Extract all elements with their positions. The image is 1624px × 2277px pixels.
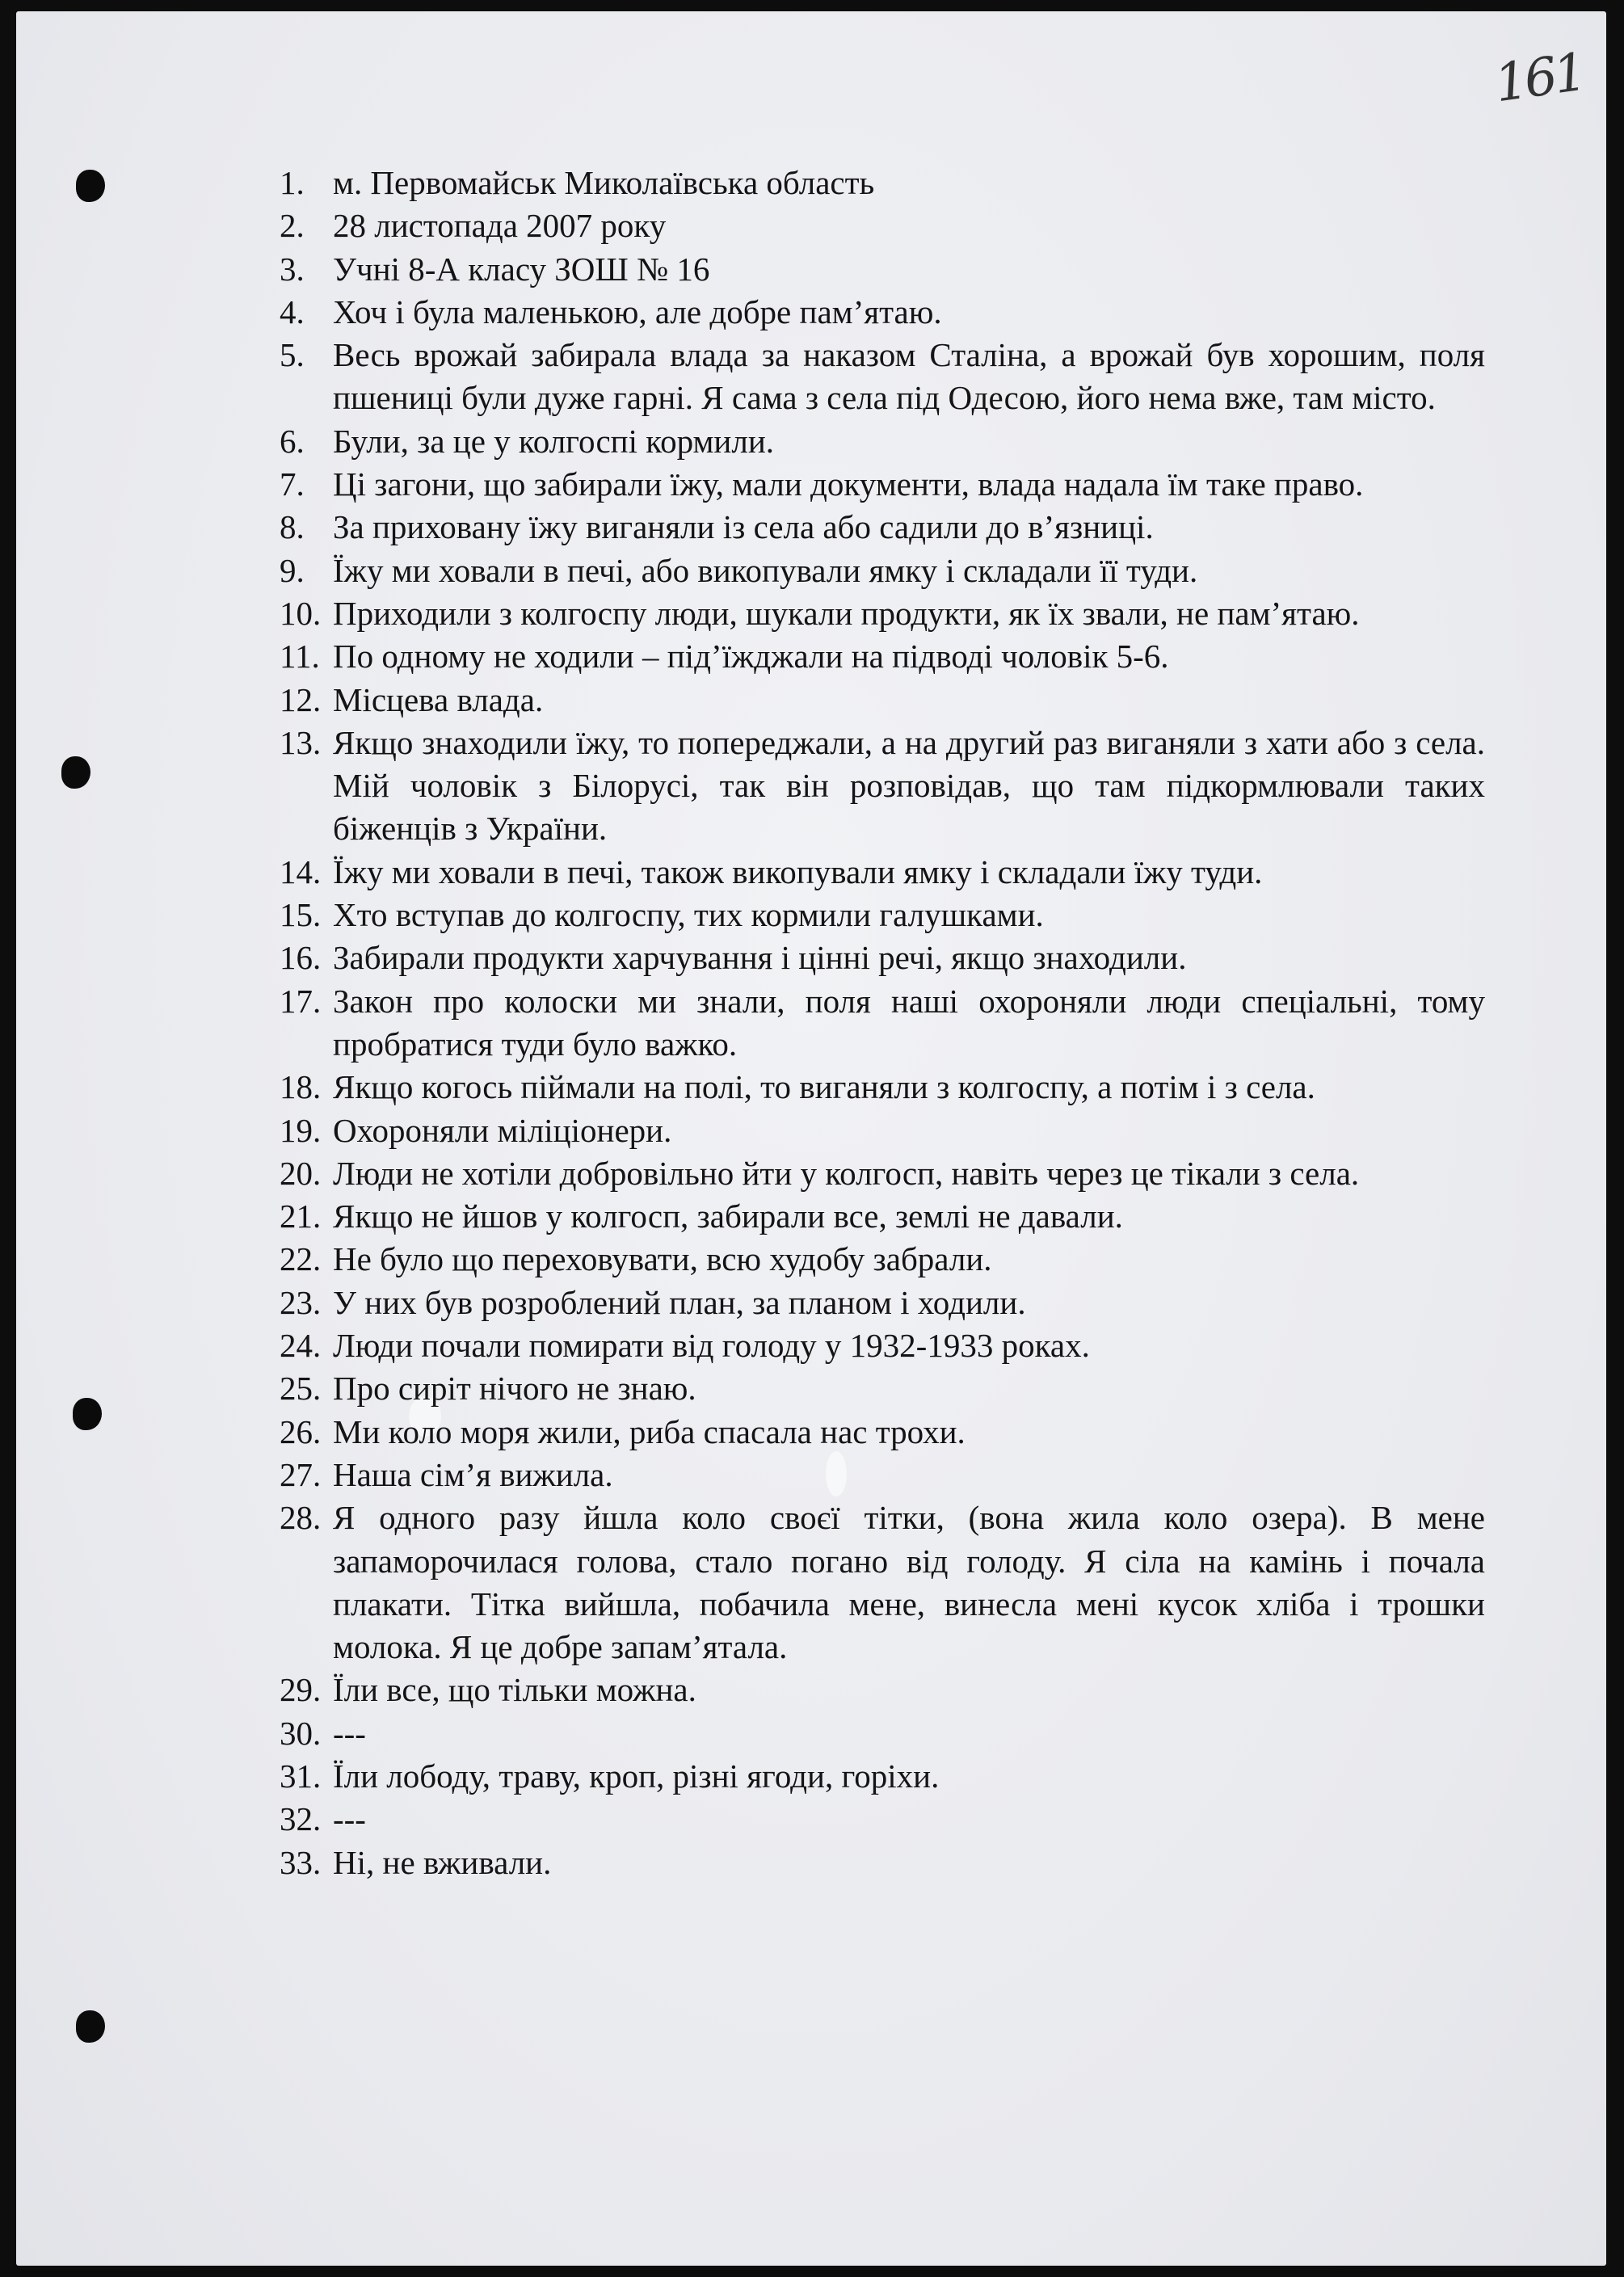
answer-item bbox=[280, 1109, 1485, 1152]
answer-number: 17. bbox=[280, 982, 322, 1020]
answer-text: Хто вступав до колгоспу, тих кормили галушками. bbox=[333, 896, 1044, 934]
answer-number: 32. bbox=[280, 1800, 322, 1838]
answer-item bbox=[280, 1066, 1485, 1109]
answer-text: Їжу ми ховали в печі, або викопували ямку і складали її туди. bbox=[333, 551, 1198, 589]
answer-item bbox=[280, 1454, 1485, 1496]
answer-text: Були, за це у колгоспі кормили. bbox=[333, 422, 775, 460]
answer-number: 9. bbox=[280, 551, 305, 589]
answer-number: 26. bbox=[280, 1412, 322, 1450]
answer-text: Якщо знаходили їжу, то попереджали, а на другий раз виганяли з хати або з села. Мій чоловік з Білорусі, так він розповідав, що там підкормлювали таких біженців з України. bbox=[333, 723, 1485, 848]
answer-number: 23. bbox=[280, 1283, 322, 1321]
answer-number: 18. bbox=[280, 1068, 322, 1106]
answer-item bbox=[280, 1798, 1485, 1841]
answer-number: 13. bbox=[280, 723, 322, 761]
answer-item bbox=[280, 1755, 1485, 1798]
answer-item bbox=[280, 204, 1485, 247]
answer-text: По одному не ходили – під’їжджали на підводі чоловік 5-6. bbox=[333, 638, 1169, 676]
answer-item bbox=[280, 334, 1485, 420]
answer-item bbox=[280, 936, 1485, 979]
answer-number: 10. bbox=[280, 594, 322, 632]
answer-item bbox=[280, 162, 1485, 204]
answer-number: 12. bbox=[280, 680, 322, 718]
answer-list bbox=[280, 162, 1485, 1884]
answer-text: Якщо когось піймали на полі, то виганяли з колгоспу, а потім і з села. bbox=[333, 1068, 1315, 1106]
answer-number: 27. bbox=[280, 1455, 322, 1493]
punch-hole bbox=[76, 2010, 105, 2043]
answer-number: 4. bbox=[280, 293, 305, 330]
answer-text: Якщо не йшов у колгосп, забирали все, землі не давали. bbox=[333, 1197, 1123, 1235]
answer-number: 33. bbox=[280, 1843, 322, 1881]
answer-number: 20. bbox=[280, 1154, 322, 1192]
answer-item bbox=[280, 1669, 1485, 1711]
answer-item bbox=[280, 463, 1485, 506]
punch-hole bbox=[73, 1398, 102, 1430]
answer-text: Приходили з колгоспу люди, шукали продукти, як їх звали, не пам’ятаю. bbox=[333, 594, 1360, 632]
answer-text: Забирали продукти харчування і цінні речі, якщо знаходили. bbox=[333, 939, 1187, 977]
answer-item bbox=[280, 1282, 1485, 1324]
answer-number: 19. bbox=[280, 1111, 322, 1149]
answer-number: 16. bbox=[280, 939, 322, 977]
answer-item bbox=[280, 420, 1485, 463]
answer-number: 7. bbox=[280, 465, 305, 503]
answer-item bbox=[280, 894, 1485, 936]
answer-item bbox=[280, 679, 1485, 722]
answer-number: 24. bbox=[280, 1327, 322, 1365]
answer-item bbox=[280, 1152, 1485, 1195]
answer-number: 22. bbox=[280, 1240, 322, 1278]
answer-text: Я одного разу йшла коло своєї тітки, (вона жила коло озера). В мене запаморочилася голова, стало погано від голоду. Я сіла на камінь і почала плакати. Тітка вийшла, побачила мене, винесла мені кусок хліба і трошки молока. Я це добре запам’ятала. bbox=[333, 1499, 1485, 1666]
page-number: 161 bbox=[1491, 42, 1588, 115]
answer-number: 2. bbox=[280, 207, 305, 245]
answer-item bbox=[280, 1496, 1485, 1669]
answer-number: 15. bbox=[280, 896, 322, 934]
answer-item bbox=[280, 722, 1485, 851]
answer-number: 30. bbox=[280, 1714, 322, 1752]
answer-text: Люди почали помирати від голоду у 1932-1933 роках. bbox=[333, 1327, 1090, 1365]
answer-text: За приховану їжу виганяли із села або садили до в’язниці. bbox=[333, 508, 1154, 546]
answer-text: Ми коло моря жили, риба спасала нас трохи. bbox=[333, 1412, 966, 1450]
answer-item bbox=[280, 549, 1485, 592]
answer-item bbox=[280, 851, 1485, 894]
answer-text: Їли все, що тільки можна. bbox=[333, 1671, 696, 1709]
answer-text: Місцева влада. bbox=[333, 680, 544, 718]
answer-text: --- bbox=[333, 1800, 366, 1838]
answer-text: Хоч і була маленькою, але добре пам’ятаю. bbox=[333, 293, 942, 330]
answer-item bbox=[280, 980, 1485, 1067]
answer-item bbox=[280, 1411, 1485, 1454]
answer-item bbox=[280, 592, 1485, 635]
answer-number: 14. bbox=[280, 852, 322, 890]
answer-text: Наша сім’я вижила. bbox=[333, 1455, 613, 1493]
answer-number: 11. bbox=[280, 638, 320, 676]
answer-number: 5. bbox=[280, 336, 305, 374]
answer-number: 29. bbox=[280, 1671, 322, 1709]
answer-item bbox=[280, 291, 1485, 334]
answer-number: 6. bbox=[280, 422, 305, 460]
answer-text: Ні, не вживали. bbox=[333, 1843, 552, 1881]
punch-hole bbox=[76, 170, 105, 202]
answer-number: 28. bbox=[280, 1499, 322, 1537]
answer-text: Учні 8-А класу ЗОШ № 16 bbox=[333, 250, 710, 288]
answer-item bbox=[280, 1238, 1485, 1281]
answer-text: Весь врожай забирала влада за наказом Сталіна, а врожай був хорошим, поля пшениці були дуже гарні. Я сама з села під Одесою, його нема вже, там місто. bbox=[333, 336, 1485, 417]
answer-item bbox=[280, 506, 1485, 549]
answer-number: 3. bbox=[280, 250, 305, 288]
answer-text: Охороняли міліціонери. bbox=[333, 1111, 672, 1149]
answer-text: Їли лободу, траву, кроп, різні ягоди, горіхи. bbox=[333, 1757, 940, 1795]
answer-item bbox=[280, 1841, 1485, 1884]
answer-text: Закон про колоски ми знали, поля наші охороняли люди спеціальні, тому пробратися туди було важко. bbox=[333, 982, 1485, 1063]
answer-text: 28 листопада 2007 року bbox=[333, 207, 667, 245]
answer-text: Люди не хотіли добровільно йти у колгосп, навіть через це тікали з села. bbox=[333, 1154, 1360, 1192]
answer-item bbox=[280, 1712, 1485, 1755]
answer-number: 25. bbox=[280, 1370, 322, 1408]
answer-number: 21. bbox=[280, 1197, 322, 1235]
answer-text: Не було що переховувати, всю худобу забрали. bbox=[333, 1240, 992, 1278]
answer-item bbox=[280, 1324, 1485, 1367]
answer-number: 1. bbox=[280, 164, 305, 201]
answer-item bbox=[280, 635, 1485, 678]
punch-hole bbox=[61, 756, 90, 789]
answer-item bbox=[280, 1367, 1485, 1410]
answer-text: Їжу ми ховали в печі, також викопували ямку і складали їжу туди. bbox=[333, 852, 1263, 890]
answer-item bbox=[280, 1195, 1485, 1238]
answer-item bbox=[280, 248, 1485, 291]
answer-number: 31. bbox=[280, 1757, 322, 1795]
answer-number: 8. bbox=[280, 508, 305, 546]
answer-text: Про сиріт нічого не знаю. bbox=[333, 1370, 696, 1408]
answer-text: Ці загони, що забирали їжу, мали документи, влада надала їм таке право. bbox=[333, 465, 1364, 503]
answer-text: м. Первомайськ Миколаївська область bbox=[333, 164, 875, 201]
answer-text: --- bbox=[333, 1714, 366, 1752]
answer-text: У них був розроблений план, за планом і ходили. bbox=[333, 1283, 1026, 1321]
